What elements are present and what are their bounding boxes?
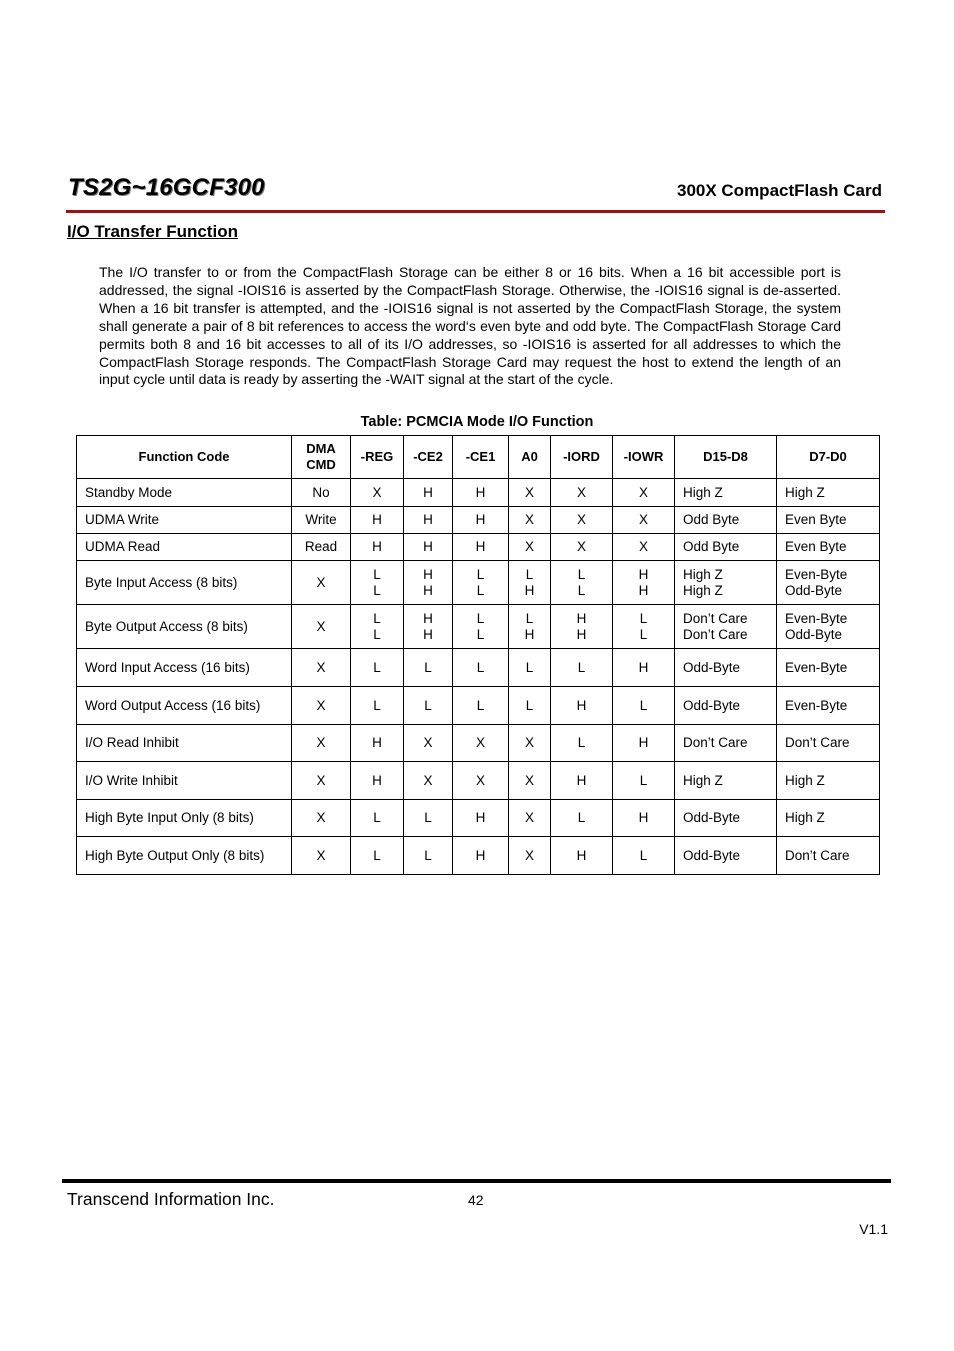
cell-line: Odd-Byte [683,847,741,863]
cell-line: Odd Byte [683,539,740,554]
cell-function-code [77,479,292,507]
cell-line: H [638,659,649,675]
cell-ce1 [453,507,509,534]
cell-line: High Z [683,582,723,598]
cell-a0 [509,762,551,800]
header-ce2: -CE2 [404,436,453,479]
cell-line: High Z [785,810,825,825]
cell-d7-d0 [777,687,880,725]
cell-line: H [372,772,382,788]
footer-divider [62,1179,891,1183]
cell-line: L [373,610,381,626]
cell-line: H [475,539,486,554]
cell-d7-d0 [777,837,880,875]
cell-line: L [525,659,534,675]
cell-line: L [373,566,381,582]
cell-line: L [424,697,432,713]
header-ce1: -CE1 [453,436,509,479]
cell-line: X [372,484,382,500]
table-row [77,762,880,800]
cell-ce2 [404,725,453,762]
cell-line: H [423,610,433,626]
cell-line: L [639,626,648,642]
cell-line: L [476,659,485,675]
table-row [77,800,880,837]
header-dma-cmd [292,436,351,479]
cell-iord [551,762,613,800]
cell-line: UDMA Read [85,539,161,554]
cell-line: L [476,566,485,582]
cell-dma-cmd [292,479,351,507]
cell-d7-d0 [777,649,880,687]
cell-line: L [424,847,432,863]
cell-line: X [524,484,534,500]
cell-line: H [475,810,486,825]
cell-line: Don’t Care [683,626,748,642]
cell-dma-cmd [292,687,351,725]
cell-line: L [577,810,586,825]
cell-line: X [638,539,648,554]
cell-line: X [316,847,326,863]
cell-line: H [576,697,587,713]
cell-reg [351,762,404,800]
cell-line: X [316,574,326,590]
pcmcia-io-function-table [76,435,880,875]
cell-function-code [77,762,292,800]
cell-d7-d0 [777,762,880,800]
cell-iowr [613,561,675,605]
cell-d7-d0 [777,605,880,649]
cell-reg [351,725,404,762]
cell-iowr [613,762,675,800]
cell-line: L [639,697,648,713]
cell-d15-d8 [675,649,777,687]
cell-iord [551,800,613,837]
cell-line: L [373,582,381,598]
cell-dma-cmd [292,561,351,605]
cell-line: L [639,847,648,863]
cell-d15-d8 [675,534,777,561]
cell-line: L [373,626,381,642]
cell-d7-d0 [777,507,880,534]
cell-line: Even-Byte [785,697,848,713]
cell-reg [351,507,404,534]
cell-line: Even-Byte [785,659,848,675]
cell-line: Byte Input Access (8 bits) [85,574,238,590]
cell-ce1 [453,479,509,507]
cell-d7-d0 [777,725,880,762]
cell-dma-cmd [292,762,351,800]
cell-line: H [576,847,587,863]
cell-a0 [509,605,551,649]
cell-reg [351,561,404,605]
cell-d7-d0 [777,534,880,561]
cell-a0 [509,534,551,561]
cell-function-code [77,561,292,605]
cell-line: X [316,772,326,788]
table-row [77,649,880,687]
section-paragraph: The I/O transfer to or from the CompactFlash Storage can be either 8 or 16 bits. When a 16 bit accessible port is addressed, the signal -IOIS16 is asserted by the CompactFlash Storage. Otherwise, the -IOIS16 signal is de-asserted. When a 16 bit transfer is attempted, and the -IOIS16 signal is not asserted by the CompactFlash Storage, the system shall generate a pair of 8 bit references to access the word‘s even byte and odd byte. The CompactFlash Storage Card permits both 8 and 16 bit accesses to all of its I/O addresses, so -IOIS16 is asserted for all addresses to which the CompactFlash Storage responds. The CompactFlash Storage Card may request the host to extend the length of an input cycle until data is ready by asserting the -WAIT signal at the start of the cycle. [99,264,841,388]
cell-line: X [316,810,326,825]
cell-line: L [525,610,534,626]
cell-ce2 [404,649,453,687]
cell-line: X [576,539,586,554]
header-iord: -IORD [551,436,613,479]
cell-ce2 [404,507,453,534]
cell-ce2 [404,479,453,507]
cell-d15-d8 [675,762,777,800]
cell-reg [351,837,404,875]
section-title: I/O Transfer Function [67,222,238,241]
cell-line: X [524,512,534,527]
cell-reg [351,800,404,837]
cell-iowr [613,837,675,875]
cell-line: L [577,582,586,598]
cell-a0 [509,479,551,507]
cell-line: H [576,610,587,626]
cell-line: H [524,626,535,642]
table-row [77,837,880,875]
cell-line: Odd-Byte [683,810,741,825]
cell-line: Even Byte [785,512,847,527]
header-iowr: -IOWR [613,436,675,479]
table-row [77,605,880,649]
cell-dma-cmd [292,725,351,762]
cell-d15-d8 [675,605,777,649]
cell-line: X [638,512,648,527]
cell-d15-d8 [675,837,777,875]
cell-reg [351,534,404,561]
cell-a0 [509,507,551,534]
cell-line: H [423,484,433,500]
cell-line: I/O Write Inhibit [85,772,178,788]
cell-line: L [639,610,648,626]
cell-line: H [638,735,649,750]
cell-line: H [576,772,587,788]
cell-ce2 [404,762,453,800]
header-divider [66,210,885,213]
cell-d7-d0 [777,800,880,837]
cell-line: H [423,626,433,642]
cell-d15-d8 [675,800,777,837]
cell-iowr [613,687,675,725]
cell-function-code [77,507,292,534]
cell-line: High Byte Output Only (8 bits) [85,847,265,863]
cell-function-code [77,605,292,649]
cell-line: Odd-Byte [683,697,741,713]
product-name: 300X CompactFlash Card [676,181,882,200]
cell-line: L [639,772,648,788]
cell-a0 [509,837,551,875]
cell-function-code [77,800,292,837]
cell-line: Odd-Byte [683,659,741,675]
cell-line: X [316,659,326,675]
cell-line: Don’t Care [683,610,748,626]
cell-d15-d8 [675,479,777,507]
header-d7-d0: D7-D0 [777,436,880,479]
cell-line: High Z [683,772,723,788]
table-row [77,479,880,507]
cell-d15-d8 [675,725,777,762]
cell-iord [551,561,613,605]
cell-line: H [638,582,649,598]
header-dma-line1: DMA [306,441,336,456]
cell-line: X [638,484,648,500]
cell-ce1 [453,762,509,800]
cell-iord [551,649,613,687]
cell-line: High Z [683,566,723,582]
cell-dma-cmd [292,800,351,837]
cell-ce2 [404,800,453,837]
cell-line: H [372,539,382,554]
cell-line: X [316,618,326,634]
cell-line: H [475,512,486,527]
cell-line: Even-Byte [785,566,848,582]
cell-line: L [373,847,381,863]
cell-line: X [423,735,433,750]
cell-ce2 [404,837,453,875]
cell-ce2 [404,534,453,561]
cell-function-code [77,837,292,875]
cell-reg [351,479,404,507]
header-d15-d8: D15-D8 [675,436,777,479]
cell-line: H [638,810,649,825]
cell-ce1 [453,649,509,687]
cell-ce1 [453,725,509,762]
cell-line: X [524,847,534,863]
cell-a0 [509,800,551,837]
cell-iowr [613,800,675,837]
cell-line: Write [305,512,337,527]
cell-line: H [576,626,587,642]
cell-line: L [373,697,381,713]
cell-line: Odd-Byte [785,626,843,642]
cell-ce1 [453,561,509,605]
table-body [77,479,880,875]
table-row [77,561,880,605]
cell-line: No [312,484,330,500]
cell-line: L [424,810,432,825]
cell-line: H [372,735,382,750]
cell-line: X [576,484,586,500]
table-row [77,534,880,561]
page-number: 42 [468,1192,484,1208]
cell-function-code [77,649,292,687]
cell-iord [551,534,613,561]
cell-ce1 [453,687,509,725]
cell-line: I/O Read Inhibit [85,735,179,750]
cell-iowr [613,479,675,507]
cell-line: X [423,772,433,788]
table-row [77,725,880,762]
cell-line: H [423,539,433,554]
cell-line: Byte Output Access (8 bits) [85,618,248,634]
cell-line: X [475,772,485,788]
table-header-row [77,436,880,479]
cell-ce2 [404,561,453,605]
cell-line: Even Byte [785,539,847,554]
cell-line: H [524,582,535,598]
cell-iowr [613,605,675,649]
cell-line: X [524,539,534,554]
cell-function-code [77,725,292,762]
cell-dma-cmd [292,507,351,534]
cell-line: Don’t Care [683,735,748,750]
cell-ce1 [453,837,509,875]
cell-ce1 [453,800,509,837]
cell-dma-cmd [292,534,351,561]
cell-line: X [524,735,534,750]
cell-iowr [613,725,675,762]
cell-line: L [476,582,485,598]
cell-dma-cmd [292,649,351,687]
table-row [77,687,880,725]
cell-reg [351,649,404,687]
cell-line: Even-Byte [785,610,848,626]
cell-iowr [613,507,675,534]
cell-line: L [525,566,534,582]
cell-line: L [577,659,586,675]
cell-line: L [476,626,485,642]
cell-reg [351,687,404,725]
cell-ce2 [404,687,453,725]
cell-line: X [524,810,534,825]
cell-line: H [475,847,486,863]
cell-line: H [638,566,649,582]
cell-ce1 [453,605,509,649]
cell-line: X [475,735,485,750]
cell-line: X [316,735,326,750]
cell-a0 [509,725,551,762]
cell-line: L [424,659,432,675]
header-dma-line2: CMD [306,457,336,472]
cell-line: High Z [785,772,825,788]
cell-d7-d0 [777,561,880,605]
cell-line: Odd-Byte [785,582,843,598]
cell-a0 [509,649,551,687]
cell-a0 [509,687,551,725]
cell-line: High Z [683,484,723,500]
cell-d15-d8 [675,687,777,725]
cell-ce2 [404,605,453,649]
cell-line: High Z [785,484,825,500]
cell-ce1 [453,534,509,561]
cell-iord [551,837,613,875]
cell-d15-d8 [675,561,777,605]
cell-iord [551,605,613,649]
document-brand-title: TS2G~16GCF300 [68,174,265,201]
cell-line: Read [304,539,338,554]
cell-iord [551,507,613,534]
cell-line: L [577,735,586,750]
cell-line: H [475,484,486,500]
cell-line: Don’t Care [785,735,850,750]
cell-dma-cmd [292,605,351,649]
cell-line: UDMA Write [85,512,160,527]
cell-line: H [423,566,433,582]
cell-d15-d8 [675,507,777,534]
cell-line: L [373,659,381,675]
cell-iowr [613,534,675,561]
cell-line: L [476,697,485,713]
table-row [77,507,880,534]
cell-line: L [476,610,485,626]
header-reg: -REG [351,436,404,479]
cell-a0 [509,561,551,605]
footer-company: Transcend Information Inc. [67,1189,275,1209]
cell-line: X [576,512,586,527]
cell-line: L [525,697,534,713]
cell-dma-cmd [292,837,351,875]
cell-iowr [613,649,675,687]
cell-line: Standby Mode [85,484,173,500]
cell-iord [551,725,613,762]
table-caption: Table: PCMCIA Mode I/O Function [360,414,594,430]
cell-reg [351,605,404,649]
cell-line: H [423,582,433,598]
cell-function-code [77,534,292,561]
cell-line: L [577,566,586,582]
header-a0: A0 [509,436,551,479]
cell-iord [551,479,613,507]
cell-line: H [372,512,382,527]
cell-line: Odd Byte [683,512,740,527]
cell-line: Word Input Access (16 bits) [85,659,250,675]
cell-line: Don’t Care [785,847,850,863]
cell-iord [551,687,613,725]
cell-function-code [77,687,292,725]
cell-line: H [423,512,433,527]
header-function-code: Function Code [77,436,292,479]
cell-line: L [373,810,381,825]
cell-line: High Byte Input Only (8 bits) [85,810,254,825]
document-version: V1.1 [859,1221,888,1237]
cell-line: X [524,772,534,788]
cell-line: X [316,697,326,713]
cell-d7-d0 [777,479,880,507]
cell-line: Word Output Access (16 bits) [85,697,261,713]
